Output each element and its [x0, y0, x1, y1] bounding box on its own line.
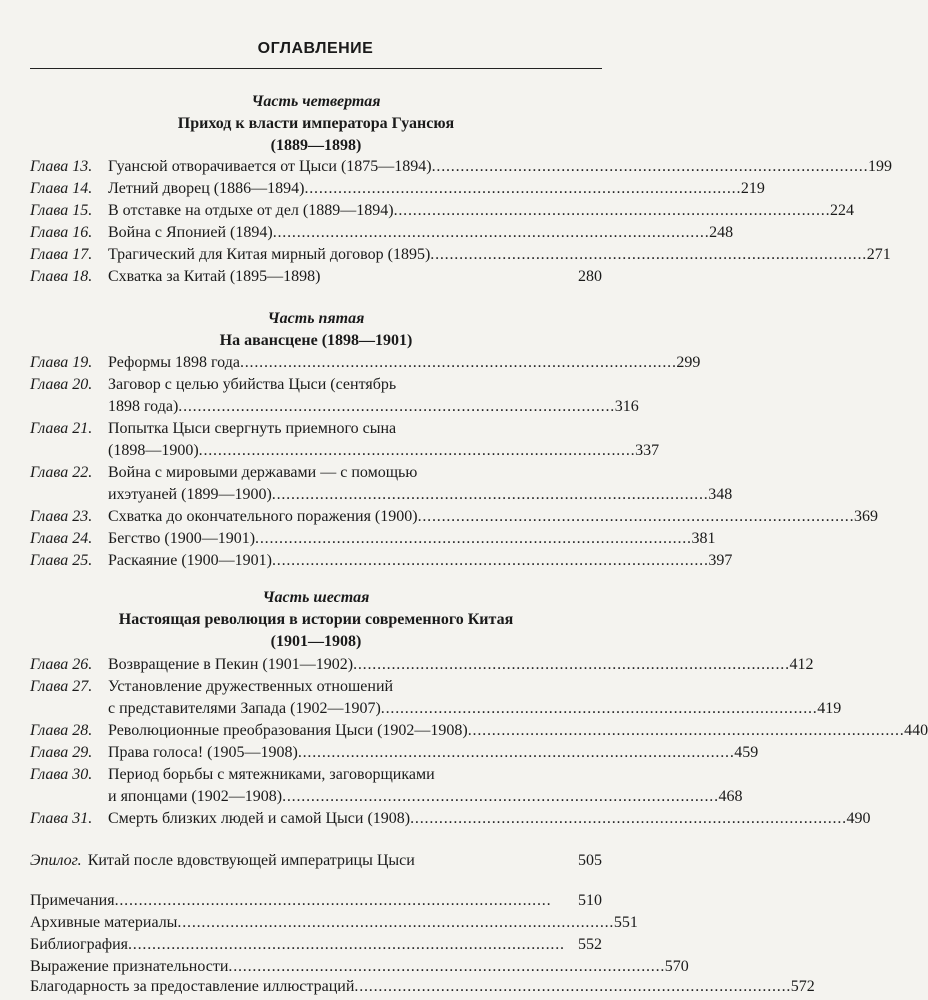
page-number: 510 — [578, 892, 602, 909]
chapter-label: Глава 19. — [30, 354, 93, 371]
chapter-title: Бегство (1900—1901) — [108, 530, 256, 547]
chapter-title: Гуансюй отворачивается от Цыси (1875—1894) — [108, 158, 432, 175]
chapter-title-cont: (1898—1900) — [108, 442, 199, 459]
chapter-title: Схватка за Китай (1895—1898) — [108, 268, 321, 285]
chapter-label: Глава 24. — [30, 530, 93, 547]
chapter-title-cont: и японцами (1902—1908) — [108, 788, 283, 805]
backmatter-title: Библиография — [30, 936, 128, 953]
part-number: Часть пятая — [267, 310, 365, 327]
chapter-title: Права голоса! (1905—1908) — [108, 744, 298, 761]
part-heading — [30, 308, 602, 352]
chapter-label: Глава 20. — [30, 376, 93, 393]
toc-entry-backmatter[interactable] — [30, 890, 602, 912]
part-number: Часть шестая — [262, 589, 370, 606]
toc-entry[interactable] — [30, 156, 893, 178]
epilogue-label: Эпилог. — [30, 852, 82, 869]
chapter-title: Война с Японией (1894) — [108, 224, 273, 241]
chapter-title: Война с мировыми державами — с помощью — [108, 464, 418, 481]
chapter-label: Глава 17. — [30, 246, 93, 263]
backmatter-title: Примечания — [30, 892, 115, 909]
page-number: 381 — [691, 530, 716, 547]
page-number: 337 — [635, 442, 660, 459]
page-number: 248 — [709, 224, 734, 241]
page-number: 440 — [904, 722, 928, 739]
chapter-title-cont: 1898 года) — [108, 398, 179, 415]
toc-entry[interactable] — [30, 178, 765, 200]
toc-entry[interactable] — [30, 506, 878, 528]
page-number: 551 — [613, 914, 638, 931]
chapter-title: Смерть близких людей и самой Цыси (1908) — [108, 810, 411, 827]
part-number: Часть четвертая — [251, 93, 381, 110]
chapter-label: Глава 31. — [30, 810, 93, 827]
toc-entry[interactable] — [30, 200, 854, 222]
page-number: 348 — [708, 486, 733, 503]
chapter-label: Глава 28. — [30, 722, 93, 739]
chapter-label: Глава 13. — [30, 158, 93, 175]
chapter-label: Глава 29. — [30, 744, 93, 761]
part-title: На авансцене (1898—1901) — [219, 332, 413, 349]
chapter-title: Реформы 1898 года — [108, 354, 240, 371]
chapter-label: Глава 30. — [30, 766, 93, 783]
chapter-label: Глава 23. — [30, 508, 93, 525]
toc-entry[interactable] — [30, 222, 734, 244]
chapter-label: Глава 26. — [30, 656, 93, 673]
page-number: 224 — [829, 202, 854, 219]
chapter-title: Раскаяние (1900—1901) — [108, 552, 272, 569]
toc-entry[interactable] — [30, 528, 716, 550]
chapter-title: Установление дружественных отношений — [108, 678, 394, 695]
toc-entry[interactable] — [30, 244, 891, 266]
backmatter-title: Выражение признательности — [30, 958, 229, 975]
chapter-label: Глава 16. — [30, 224, 93, 241]
page-number: 490 — [846, 810, 871, 827]
toc-entry[interactable] — [30, 808, 871, 830]
part-title: Настоящая революция в истории современного Китая — [118, 611, 514, 628]
chapter-label: Глава 18. — [30, 268, 93, 285]
part-heading — [30, 91, 602, 157]
chapter-label: Глава 15. — [30, 202, 93, 219]
part-title: Приход к власти императора Гуансюя — [177, 115, 455, 132]
chapter-title-cont: ихэтуаней (1899—1900) — [108, 486, 272, 503]
page-header: ОГЛАВЛЕНИЕ — [257, 40, 374, 57]
page-number: 397 — [708, 552, 733, 569]
toc-entry-backmatter[interactable] — [30, 912, 638, 934]
page-number: 412 — [789, 656, 814, 673]
chapter-title: Трагический для Китая мирный договор (1895) — [108, 246, 431, 263]
chapter-label: Глава 22. — [30, 464, 93, 481]
chapter-title: В отставке на отдыхе от дел (1889—1894) — [108, 202, 394, 219]
page-number: 369 — [853, 508, 878, 525]
toc-entry[interactable] — [30, 742, 759, 764]
page-number: 505 — [578, 852, 602, 869]
chapter-label: Глава 25. — [30, 552, 93, 569]
toc-entry-backmatter[interactable] — [30, 976, 815, 998]
toc-entry[interactable] — [30, 462, 733, 506]
page-number: 552 — [578, 936, 602, 953]
page-number: 570 — [664, 958, 689, 975]
chapter-label: Глава 21. — [30, 420, 93, 437]
backmatter-title: Архивные материалы — [30, 914, 178, 931]
toc-entry-epilogue[interactable] — [30, 850, 602, 872]
epilogue-title: Китай после вдовствующей императрицы Цыси — [87, 852, 415, 869]
chapter-title: Схватка до окончательного поражения (1900) — [108, 508, 418, 525]
toc-entry[interactable] — [30, 418, 660, 462]
chapter-label: Глава 14. — [30, 180, 93, 197]
toc-entry[interactable] — [30, 352, 701, 374]
page-number: 572 — [790, 978, 815, 995]
page-number: 199 — [868, 158, 893, 175]
header-rule — [30, 68, 602, 69]
page-number: 271 — [866, 246, 891, 263]
toc-entry[interactable] — [30, 266, 602, 288]
page-number: 280 — [578, 268, 602, 285]
page-number: 219 — [740, 180, 765, 197]
chapter-title: Революционные преобразования Цыси (1902—1908) — [108, 722, 468, 739]
toc-entry-backmatter[interactable] — [30, 934, 602, 956]
page-number: 459 — [734, 744, 759, 761]
page-number: 316 — [614, 398, 639, 415]
chapter-title: Заговор с целью убийства Цыси (сентябрь — [108, 376, 397, 393]
toc-entry-backmatter[interactable] — [30, 956, 689, 978]
toc-entry[interactable] — [30, 720, 928, 742]
toc-entry[interactable] — [30, 374, 639, 418]
chapter-label: Глава 27. — [30, 678, 93, 695]
page-number: 468 — [718, 788, 743, 805]
chapter-title-cont: с представителями Запада (1902—1907) — [108, 700, 381, 717]
part-title: (1901—1908) — [270, 633, 362, 650]
part-title: (1889—1898) — [270, 137, 362, 154]
toc-entry[interactable] — [30, 654, 814, 676]
chapter-title: Возвращение в Пекин (1901—1902) — [108, 656, 354, 673]
chapter-title: Попытка Цыси свергнуть приемного сына — [108, 420, 397, 437]
part-heading — [30, 587, 602, 653]
toc-entry[interactable] — [30, 764, 743, 808]
toc-entry[interactable] — [30, 550, 733, 572]
toc-entry[interactable] — [30, 676, 842, 720]
chapter-title: Летний дворец (1886—1894) — [108, 180, 305, 197]
page-number: 419 — [817, 700, 842, 717]
chapter-title: Период борьбы с мятежниками, заговорщиками — [108, 766, 435, 783]
backmatter-title: Благодарность за предоставление иллюстраций — [30, 978, 355, 995]
page-number: 299 — [676, 354, 701, 371]
